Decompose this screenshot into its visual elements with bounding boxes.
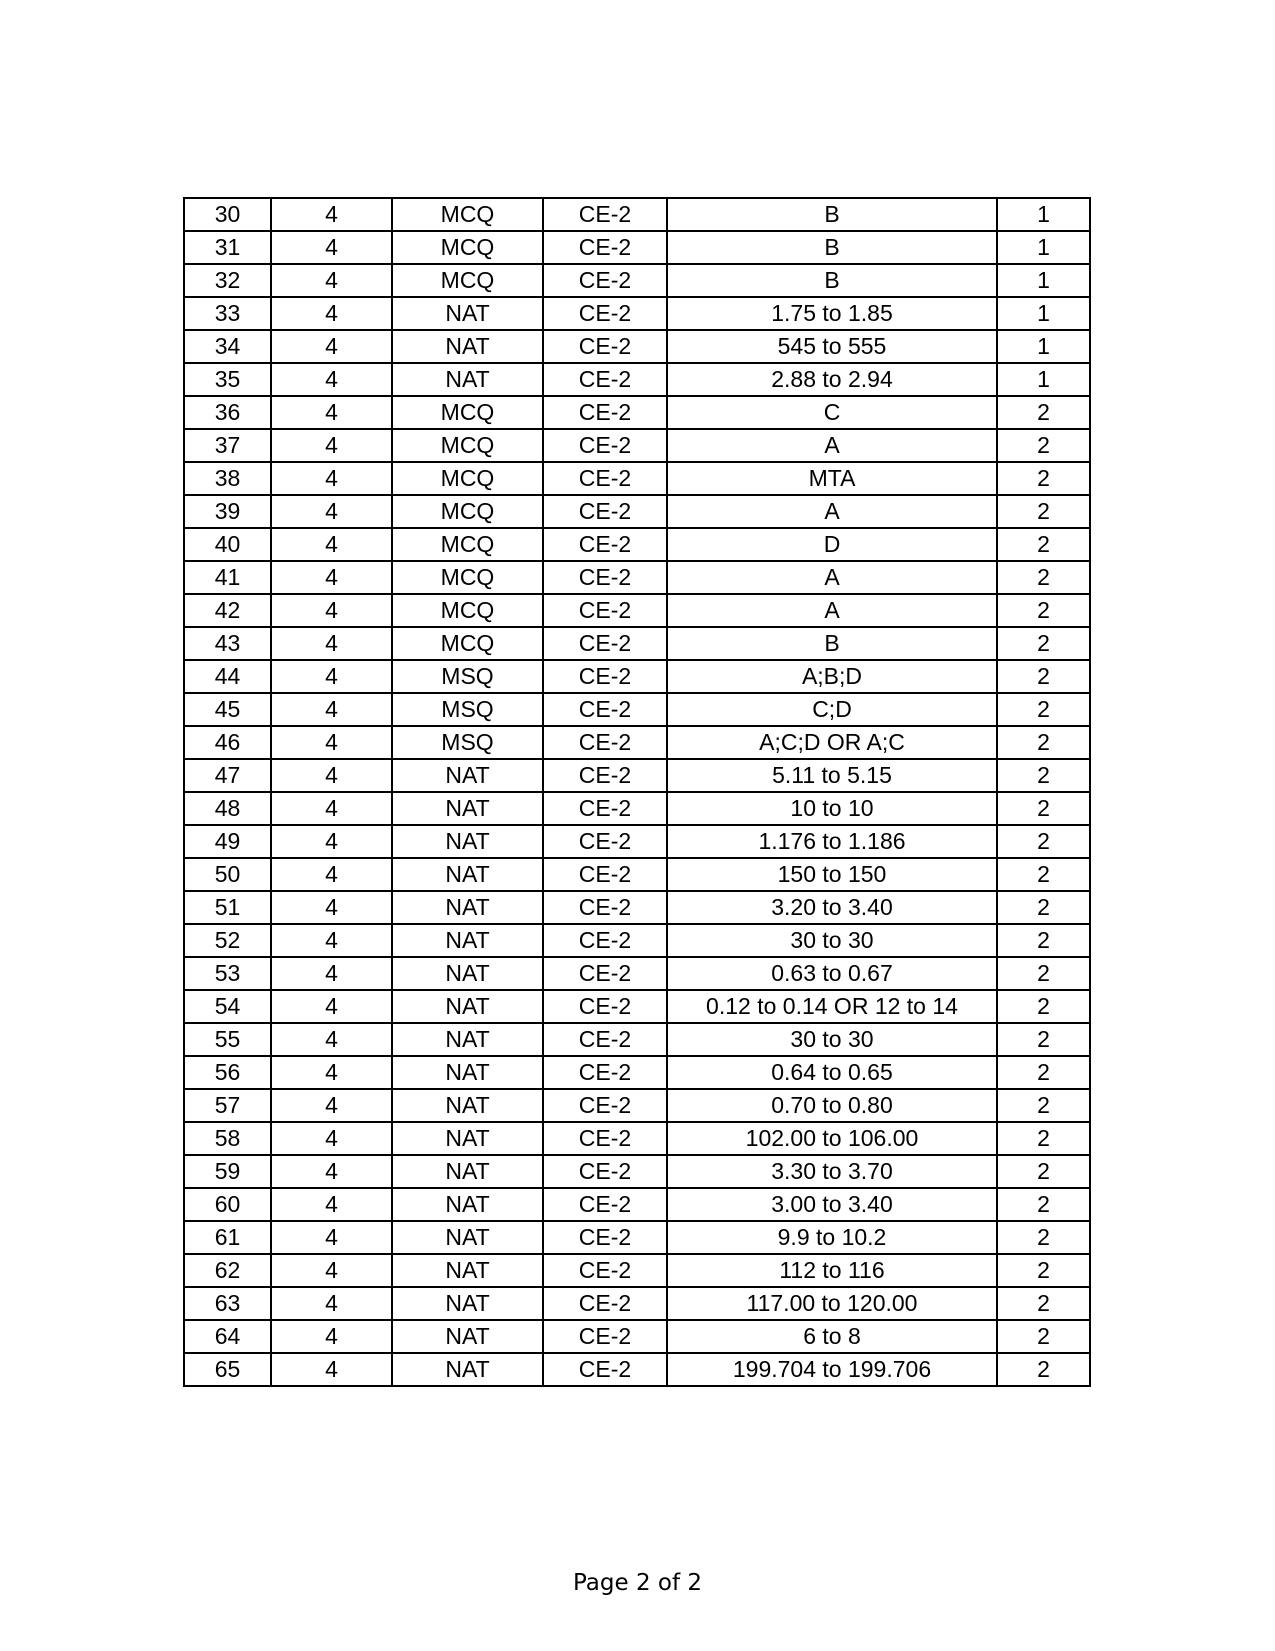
table-row bbox=[184, 429, 1090, 462]
question-type-cell: NAT bbox=[392, 759, 543, 792]
question-number-cell: 36 bbox=[184, 396, 271, 429]
answer-key-cell: 3.20 to 3.40 bbox=[667, 891, 997, 924]
answer-key-cell: 0.70 to 0.80 bbox=[667, 1089, 997, 1122]
session-cell: 4 bbox=[271, 1089, 392, 1122]
section-cell: CE-2 bbox=[543, 957, 667, 990]
session-cell: 4 bbox=[271, 1221, 392, 1254]
question-type-cell: NAT bbox=[392, 1122, 543, 1155]
answer-key-cell: 117.00 to 120.00 bbox=[667, 1287, 997, 1320]
marks-cell: 2 bbox=[997, 627, 1090, 660]
marks-cell: 2 bbox=[997, 1320, 1090, 1353]
session-cell: 4 bbox=[271, 1320, 392, 1353]
session-cell: 4 bbox=[271, 858, 392, 891]
question-type-cell: NAT bbox=[392, 1221, 543, 1254]
answer-key-cell: A bbox=[667, 429, 997, 462]
marks-cell: 1 bbox=[997, 363, 1090, 396]
session-cell: 4 bbox=[271, 396, 392, 429]
section-cell: CE-2 bbox=[543, 693, 667, 726]
question-number-cell: 45 bbox=[184, 693, 271, 726]
session-cell: 4 bbox=[271, 825, 392, 858]
section-cell: CE-2 bbox=[543, 1122, 667, 1155]
session-cell: 4 bbox=[271, 891, 392, 924]
section-cell: CE-2 bbox=[543, 264, 667, 297]
section-cell: CE-2 bbox=[543, 297, 667, 330]
session-cell: 4 bbox=[271, 297, 392, 330]
answer-key-cell: 1.176 to 1.186 bbox=[667, 825, 997, 858]
marks-cell: 1 bbox=[997, 297, 1090, 330]
question-type-cell: NAT bbox=[392, 1287, 543, 1320]
table-row bbox=[184, 1089, 1090, 1122]
table-row bbox=[184, 495, 1090, 528]
question-number-cell: 57 bbox=[184, 1089, 271, 1122]
answer-key-cell: 3.00 to 3.40 bbox=[667, 1188, 997, 1221]
question-number-cell: 35 bbox=[184, 363, 271, 396]
session-cell: 4 bbox=[271, 429, 392, 462]
table-row bbox=[184, 693, 1090, 726]
question-type-cell: MCQ bbox=[392, 396, 543, 429]
section-cell: CE-2 bbox=[543, 198, 667, 231]
question-number-cell: 42 bbox=[184, 594, 271, 627]
marks-cell: 2 bbox=[997, 693, 1090, 726]
question-number-cell: 46 bbox=[184, 726, 271, 759]
table-row bbox=[184, 1023, 1090, 1056]
session-cell: 4 bbox=[271, 528, 392, 561]
section-cell: CE-2 bbox=[543, 891, 667, 924]
section-cell: CE-2 bbox=[543, 792, 667, 825]
answer-key-cell: 0.12 to 0.14 OR 12 to 14 bbox=[667, 990, 997, 1023]
marks-cell: 2 bbox=[997, 1353, 1090, 1386]
table-row bbox=[184, 1122, 1090, 1155]
question-number-cell: 56 bbox=[184, 1056, 271, 1089]
session-cell: 4 bbox=[271, 1353, 392, 1386]
session-cell: 4 bbox=[271, 759, 392, 792]
table-row bbox=[184, 264, 1090, 297]
question-number-cell: 44 bbox=[184, 660, 271, 693]
question-type-cell: NAT bbox=[392, 363, 543, 396]
session-cell: 4 bbox=[271, 1122, 392, 1155]
section-cell: CE-2 bbox=[543, 330, 667, 363]
table-row bbox=[184, 1221, 1090, 1254]
marks-cell: 2 bbox=[997, 1056, 1090, 1089]
question-type-cell: MCQ bbox=[392, 561, 543, 594]
question-type-cell: MCQ bbox=[392, 429, 543, 462]
question-number-cell: 34 bbox=[184, 330, 271, 363]
answer-key-cell: 10 to 10 bbox=[667, 792, 997, 825]
question-number-cell: 60 bbox=[184, 1188, 271, 1221]
section-cell: CE-2 bbox=[543, 1188, 667, 1221]
session-cell: 4 bbox=[271, 660, 392, 693]
table-row bbox=[184, 198, 1090, 231]
marks-cell: 1 bbox=[997, 231, 1090, 264]
marks-cell: 2 bbox=[997, 1287, 1090, 1320]
answer-key-cell: B bbox=[667, 231, 997, 264]
answer-key-cell: 545 to 555 bbox=[667, 330, 997, 363]
question-number-cell: 63 bbox=[184, 1287, 271, 1320]
table-row bbox=[184, 1254, 1090, 1287]
section-cell: CE-2 bbox=[543, 231, 667, 264]
section-cell: CE-2 bbox=[543, 1155, 667, 1188]
marks-cell: 2 bbox=[997, 1122, 1090, 1155]
question-type-cell: NAT bbox=[392, 297, 543, 330]
answer-key-cell: 3.30 to 3.70 bbox=[667, 1155, 997, 1188]
session-cell: 4 bbox=[271, 1188, 392, 1221]
answer-key-cell: 1.75 to 1.85 bbox=[667, 297, 997, 330]
marks-cell: 2 bbox=[997, 1155, 1090, 1188]
page-number: Page 2 of 2 bbox=[572, 1570, 703, 1596]
question-type-cell: NAT bbox=[392, 1320, 543, 1353]
table-row bbox=[184, 726, 1090, 759]
session-cell: 4 bbox=[271, 990, 392, 1023]
session-cell: 4 bbox=[271, 231, 392, 264]
question-number-cell: 59 bbox=[184, 1155, 271, 1188]
table-row bbox=[184, 1155, 1090, 1188]
session-cell: 4 bbox=[271, 957, 392, 990]
marks-cell: 1 bbox=[997, 264, 1090, 297]
question-type-cell: MCQ bbox=[392, 231, 543, 264]
marks-cell: 2 bbox=[997, 528, 1090, 561]
question-number-cell: 49 bbox=[184, 825, 271, 858]
answer-key-cell: 199.704 to 199.706 bbox=[667, 1353, 997, 1386]
session-cell: 4 bbox=[271, 594, 392, 627]
section-cell: CE-2 bbox=[543, 1221, 667, 1254]
section-cell: CE-2 bbox=[543, 1287, 667, 1320]
table-row bbox=[184, 462, 1090, 495]
marks-cell: 1 bbox=[997, 330, 1090, 363]
question-type-cell: MCQ bbox=[392, 528, 543, 561]
table-row bbox=[184, 990, 1090, 1023]
table-row bbox=[184, 1056, 1090, 1089]
question-number-cell: 53 bbox=[184, 957, 271, 990]
question-number-cell: 65 bbox=[184, 1353, 271, 1386]
section-cell: CE-2 bbox=[543, 858, 667, 891]
marks-cell: 2 bbox=[997, 1254, 1090, 1287]
question-number-cell: 51 bbox=[184, 891, 271, 924]
table-row bbox=[184, 594, 1090, 627]
answer-key-cell: 9.9 to 10.2 bbox=[667, 1221, 997, 1254]
marks-cell: 2 bbox=[997, 429, 1090, 462]
question-number-cell: 38 bbox=[184, 462, 271, 495]
session-cell: 4 bbox=[271, 1287, 392, 1320]
marks-cell: 2 bbox=[997, 759, 1090, 792]
marks-cell: 2 bbox=[997, 825, 1090, 858]
session-cell: 4 bbox=[271, 924, 392, 957]
table-row bbox=[184, 759, 1090, 792]
session-cell: 4 bbox=[271, 264, 392, 297]
section-cell: CE-2 bbox=[543, 528, 667, 561]
question-number-cell: 39 bbox=[184, 495, 271, 528]
question-type-cell: NAT bbox=[392, 957, 543, 990]
answer-key-cell: A bbox=[667, 594, 997, 627]
table-row bbox=[184, 297, 1090, 330]
marks-cell: 2 bbox=[997, 495, 1090, 528]
section-cell: CE-2 bbox=[543, 990, 667, 1023]
session-cell: 4 bbox=[271, 627, 392, 660]
session-cell: 4 bbox=[271, 1023, 392, 1056]
section-cell: CE-2 bbox=[543, 561, 667, 594]
table-row bbox=[184, 891, 1090, 924]
section-cell: CE-2 bbox=[543, 1056, 667, 1089]
session-cell: 4 bbox=[271, 1155, 392, 1188]
answer-key-cell: A;C;D OR A;C bbox=[667, 726, 997, 759]
session-cell: 4 bbox=[271, 495, 392, 528]
session-cell: 4 bbox=[271, 330, 392, 363]
table-row bbox=[184, 231, 1090, 264]
marks-cell: 2 bbox=[997, 726, 1090, 759]
question-type-cell: MSQ bbox=[392, 726, 543, 759]
answer-key-cell: B bbox=[667, 198, 997, 231]
question-number-cell: 54 bbox=[184, 990, 271, 1023]
question-type-cell: NAT bbox=[392, 792, 543, 825]
answer-key-cell: A bbox=[667, 495, 997, 528]
question-type-cell: MCQ bbox=[392, 198, 543, 231]
section-cell: CE-2 bbox=[543, 1023, 667, 1056]
answer-key-cell: 2.88 to 2.94 bbox=[667, 363, 997, 396]
session-cell: 4 bbox=[271, 792, 392, 825]
answer-key-cell: 0.64 to 0.65 bbox=[667, 1056, 997, 1089]
session-cell: 4 bbox=[271, 693, 392, 726]
question-number-cell: 32 bbox=[184, 264, 271, 297]
question-type-cell: NAT bbox=[392, 1188, 543, 1221]
session-cell: 4 bbox=[271, 726, 392, 759]
marks-cell: 1 bbox=[997, 198, 1090, 231]
question-number-cell: 41 bbox=[184, 561, 271, 594]
table-row bbox=[184, 627, 1090, 660]
answer-key-cell: 6 to 8 bbox=[667, 1320, 997, 1353]
marks-cell: 2 bbox=[997, 924, 1090, 957]
question-number-cell: 48 bbox=[184, 792, 271, 825]
section-cell: CE-2 bbox=[543, 594, 667, 627]
session-cell: 4 bbox=[271, 561, 392, 594]
section-cell: CE-2 bbox=[543, 1353, 667, 1386]
marks-cell: 2 bbox=[997, 858, 1090, 891]
question-number-cell: 43 bbox=[184, 627, 271, 660]
question-type-cell: NAT bbox=[392, 1023, 543, 1056]
answer-key-cell: 0.63 to 0.67 bbox=[667, 957, 997, 990]
session-cell: 4 bbox=[271, 1254, 392, 1287]
answer-key-table-body bbox=[184, 198, 1090, 1386]
table-row bbox=[184, 660, 1090, 693]
marks-cell: 2 bbox=[997, 594, 1090, 627]
answer-key-cell: 30 to 30 bbox=[667, 1023, 997, 1056]
question-type-cell: MCQ bbox=[392, 594, 543, 627]
answer-key-cell: 30 to 30 bbox=[667, 924, 997, 957]
question-type-cell: NAT bbox=[392, 924, 543, 957]
marks-cell: 2 bbox=[997, 1089, 1090, 1122]
section-cell: CE-2 bbox=[543, 825, 667, 858]
answer-key-cell: D bbox=[667, 528, 997, 561]
answer-key-cell: 102.00 to 106.00 bbox=[667, 1122, 997, 1155]
marks-cell: 2 bbox=[997, 891, 1090, 924]
answer-key-cell: 112 to 116 bbox=[667, 1254, 997, 1287]
question-type-cell: NAT bbox=[392, 990, 543, 1023]
answer-key-cell: C bbox=[667, 396, 997, 429]
session-cell: 4 bbox=[271, 198, 392, 231]
marks-cell: 2 bbox=[997, 462, 1090, 495]
marks-cell: 2 bbox=[997, 1221, 1090, 1254]
section-cell: CE-2 bbox=[543, 1089, 667, 1122]
section-cell: CE-2 bbox=[543, 759, 667, 792]
question-type-cell: NAT bbox=[392, 1155, 543, 1188]
question-number-cell: 40 bbox=[184, 528, 271, 561]
question-number-cell: 62 bbox=[184, 1254, 271, 1287]
table-row bbox=[184, 1320, 1090, 1353]
section-cell: CE-2 bbox=[543, 627, 667, 660]
marks-cell: 2 bbox=[997, 990, 1090, 1023]
table-row bbox=[184, 528, 1090, 561]
table-row bbox=[184, 924, 1090, 957]
section-cell: CE-2 bbox=[543, 660, 667, 693]
session-cell: 4 bbox=[271, 462, 392, 495]
section-cell: CE-2 bbox=[543, 1254, 667, 1287]
question-type-cell: NAT bbox=[392, 825, 543, 858]
question-number-cell: 50 bbox=[184, 858, 271, 891]
question-type-cell: NAT bbox=[392, 1056, 543, 1089]
answer-key-cell: 150 to 150 bbox=[667, 858, 997, 891]
section-cell: CE-2 bbox=[543, 924, 667, 957]
table-row bbox=[184, 957, 1090, 990]
question-type-cell: MSQ bbox=[392, 660, 543, 693]
table-row bbox=[184, 330, 1090, 363]
answer-key-cell: A;B;D bbox=[667, 660, 997, 693]
table-row bbox=[184, 396, 1090, 429]
question-number-cell: 37 bbox=[184, 429, 271, 462]
answer-key-cell: C;D bbox=[667, 693, 997, 726]
table-row bbox=[184, 1188, 1090, 1221]
question-number-cell: 47 bbox=[184, 759, 271, 792]
question-number-cell: 52 bbox=[184, 924, 271, 957]
question-number-cell: 58 bbox=[184, 1122, 271, 1155]
question-type-cell: NAT bbox=[392, 330, 543, 363]
section-cell: CE-2 bbox=[543, 429, 667, 462]
table-row bbox=[184, 1353, 1090, 1386]
section-cell: CE-2 bbox=[543, 396, 667, 429]
question-type-cell: MSQ bbox=[392, 693, 543, 726]
answer-key-table bbox=[183, 197, 1091, 1387]
section-cell: CE-2 bbox=[543, 1320, 667, 1353]
table-row bbox=[184, 825, 1090, 858]
marks-cell: 2 bbox=[997, 1188, 1090, 1221]
marks-cell: 2 bbox=[997, 957, 1090, 990]
marks-cell: 2 bbox=[997, 792, 1090, 825]
session-cell: 4 bbox=[271, 1056, 392, 1089]
question-number-cell: 64 bbox=[184, 1320, 271, 1353]
session-cell: 4 bbox=[271, 363, 392, 396]
question-type-cell: NAT bbox=[392, 1254, 543, 1287]
question-type-cell: MCQ bbox=[392, 495, 543, 528]
answer-key-cell: MTA bbox=[667, 462, 997, 495]
question-type-cell: NAT bbox=[392, 891, 543, 924]
section-cell: CE-2 bbox=[543, 462, 667, 495]
question-type-cell: NAT bbox=[392, 1089, 543, 1122]
marks-cell: 2 bbox=[997, 561, 1090, 594]
table-row bbox=[184, 363, 1090, 396]
question-number-cell: 33 bbox=[184, 297, 271, 330]
table-row bbox=[184, 561, 1090, 594]
table-row bbox=[184, 858, 1090, 891]
table-row bbox=[184, 1287, 1090, 1320]
question-type-cell: MCQ bbox=[392, 627, 543, 660]
marks-cell: 2 bbox=[997, 660, 1090, 693]
question-type-cell: NAT bbox=[392, 1353, 543, 1386]
question-type-cell: MCQ bbox=[392, 462, 543, 495]
table-row bbox=[184, 792, 1090, 825]
answer-key-cell: 5.11 to 5.15 bbox=[667, 759, 997, 792]
question-number-cell: 30 bbox=[184, 198, 271, 231]
question-number-cell: 55 bbox=[184, 1023, 271, 1056]
marks-cell: 2 bbox=[997, 1023, 1090, 1056]
question-type-cell: MCQ bbox=[392, 264, 543, 297]
answer-key-cell: B bbox=[667, 627, 997, 660]
section-cell: CE-2 bbox=[543, 363, 667, 396]
section-cell: CE-2 bbox=[543, 495, 667, 528]
question-number-cell: 31 bbox=[184, 231, 271, 264]
answer-key-cell: A bbox=[667, 561, 997, 594]
marks-cell: 2 bbox=[997, 396, 1090, 429]
answer-key-cell: B bbox=[667, 264, 997, 297]
question-type-cell: NAT bbox=[392, 858, 543, 891]
question-number-cell: 61 bbox=[184, 1221, 271, 1254]
section-cell: CE-2 bbox=[543, 726, 667, 759]
